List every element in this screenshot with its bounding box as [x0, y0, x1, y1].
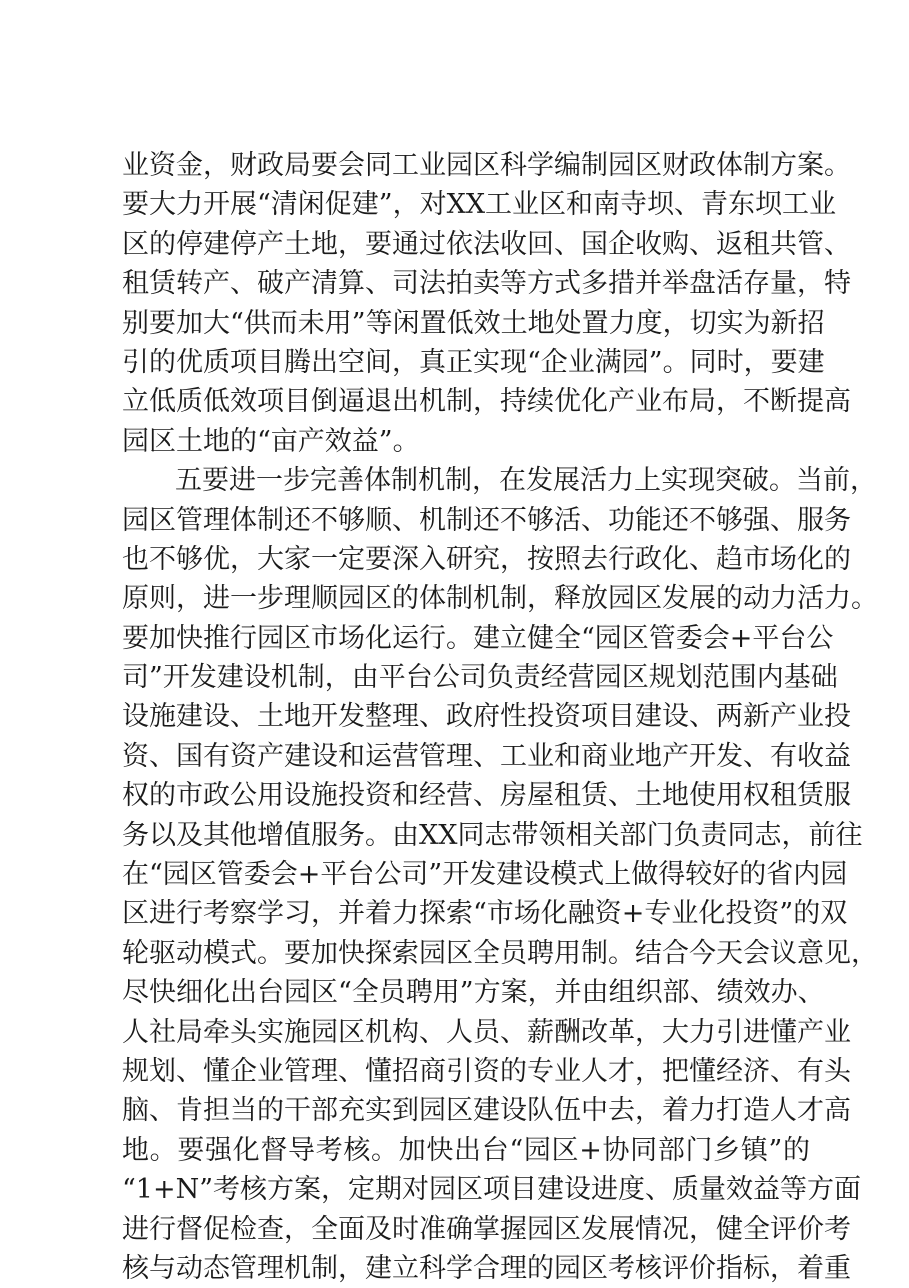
text-line: 立低质低效项目倒逼退出机制，持续优化产业布局，不断提高 [122, 386, 851, 418]
text-line: 也不够优，大家一定要深入研究，按照去行政化、趋市场化的 [122, 543, 851, 575]
text-line: 进行督促检查，全面及时准确掌握园区发展情况，健全评价考 [122, 1213, 851, 1245]
text-line: 要加快推行园区市场化运行。建立健全“园区管委会+平台公 [122, 622, 834, 654]
text-line: 轮驱动模式。要加快探索园区全员聘用制。结合今天会议意见， [122, 937, 878, 969]
paragraph-first-line: 五要进一步完善体制机制，在发展活力上实现突破。当前， [175, 465, 877, 497]
text-line: 人社局牵头实施园区机构、人员、薪酬改革，大力引进懂产业 [122, 1016, 851, 1048]
text-line: 设施建设、土地开发整理、政府性投资项目建设、两新产业投 [122, 701, 851, 733]
text-line: 资、国有资产建设和运营管理、工业和商业地产开发、有收益 [122, 740, 851, 772]
text-line: 权的市政公用设施投资和经营、房屋租赁、土地使用权租赁服 [122, 780, 851, 812]
text-line: 引的优质项目腾出空间，真正实现“企业满园”。同时，要建 [122, 346, 825, 378]
text-line: 业资金，财政局要会同工业园区科学编制园区财政体制方案。 [122, 150, 851, 181]
text-line: 地。要强化督导考核。加快出台“园区+协同部门乡镇”的 [122, 1134, 810, 1166]
text-line: 原则，进一步理顺园区的体制机制，释放园区发展的动力活力。 [122, 583, 878, 615]
text-line: 区进行考察学习，并着力探索“市场化融资+专业化投资”的双 [122, 898, 848, 930]
text-line: “1+N”考核方案，定期对园区项目建设进度、质量效益等方面 [122, 1174, 862, 1206]
text-line: 园区土地的“亩产效益”。 [122, 425, 420, 457]
text-line: 区的停建停产土地，要通过依法收回、国企收购、返租共管、 [122, 228, 851, 260]
text-line: 在“园区管委会+平台公司”开发建设模式上做得较好的省内园 [122, 859, 848, 891]
text-line: 园区管理体制还不够顺、机制还不够活、功能还不够强、服务 [122, 504, 851, 536]
text-line: 规划、懂企业管理、懂招商引资的专业人才，把懂经济、有头 [122, 1055, 851, 1087]
text-line: 核与动态管理机制，建立科学合理的园区考核评价指标，着重 [122, 1252, 851, 1284]
text-line: 别要加大“供而未用”等闲置低效土地处置力度，切实为新招 [122, 307, 825, 339]
text-line: 脑、肯担当的干部充实到园区建设队伍中去，着力打造人才高 [122, 1095, 851, 1127]
body-text [122, 146, 878, 1288]
text-line: 司”开发建设机制，由平台公司负责经营园区规划范围内基础 [122, 662, 838, 694]
text-line: 租赁转产、破产清算、司法拍卖等方式多措并举盘活存量，特 [122, 268, 851, 300]
text-line: 尽快细化出台园区“全员聘用”方案，并由组织部、绩效办、 [122, 977, 825, 1009]
text-line: 要大力开展“清闲促建”，对XX工业区和南寺坝、青东坝工业 [122, 189, 837, 221]
text-line: 务以及其他增值服务。由XX同志带领相关部门负责同志，前往 [122, 819, 863, 851]
